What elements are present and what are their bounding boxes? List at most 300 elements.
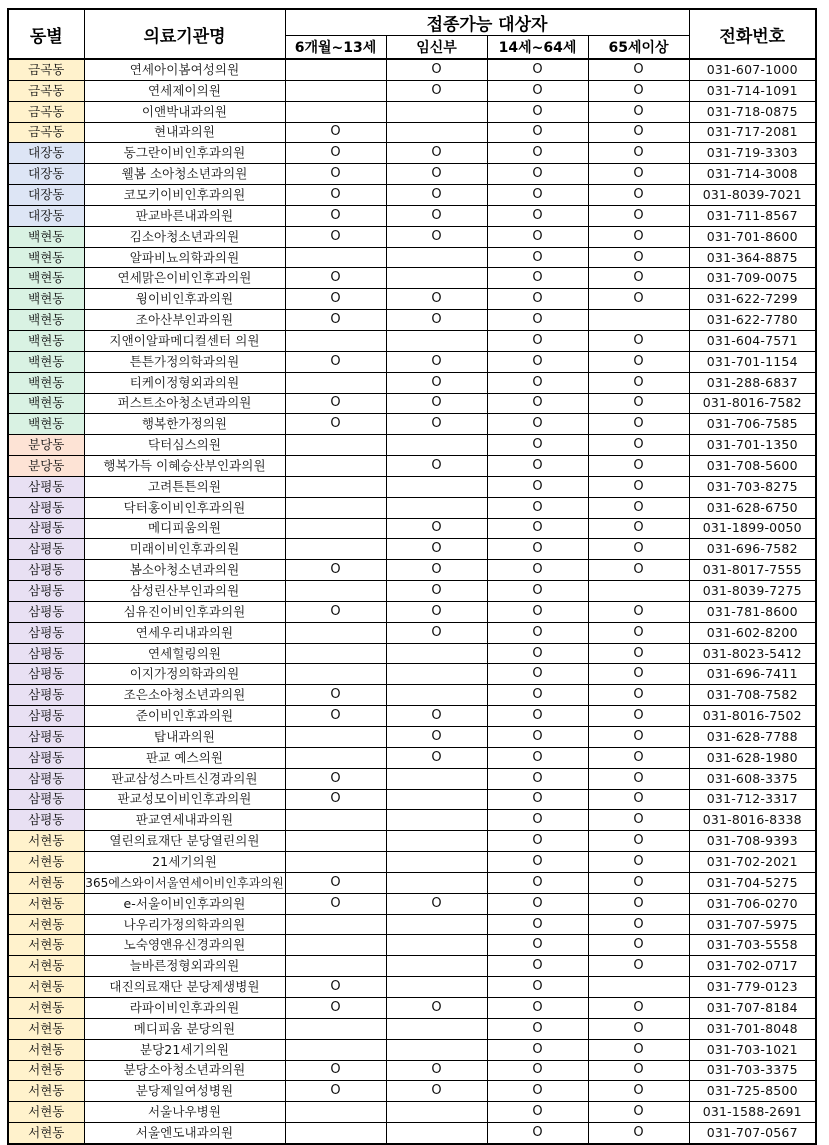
pregnant-cell: O (386, 581, 487, 602)
clinic-name-cell: 튼튼가정의학과의원 (84, 351, 285, 372)
dong-cell: 서현동 (8, 852, 84, 873)
table-row (8, 456, 816, 477)
phone-cell: 031-701-8600 (689, 226, 816, 247)
clinic-name-cell: 판교삼성스마트신경과의원 (84, 768, 285, 789)
age-65-plus-cell: O (588, 414, 689, 435)
age-14-64-cell: O (487, 330, 588, 351)
age-6m-13-cell: O (285, 1060, 386, 1081)
dong-cell: 백현동 (8, 414, 84, 435)
age-14-64-cell: O (487, 872, 588, 893)
pregnant-cell (386, 789, 487, 810)
age-6m-13-cell (285, 1039, 386, 1060)
age-6m-13-cell: O (285, 226, 386, 247)
age-14-64-cell: O (487, 539, 588, 560)
age-14-64-cell: O (487, 143, 588, 164)
age-14-64-cell: O (487, 706, 588, 727)
dong-cell: 백현동 (8, 351, 84, 372)
age-6m-13-cell (285, 1018, 386, 1039)
table-row (8, 226, 816, 247)
pregnant-cell (386, 643, 487, 664)
age-6m-13-cell (285, 852, 386, 873)
clinic-name-cell: 분당21세기의원 (84, 1039, 285, 1060)
age-14-64-cell: O (487, 1102, 588, 1123)
clinic-name-cell: 퍼스트소아청소년과의원 (84, 393, 285, 414)
dong-cell: 서현동 (8, 935, 84, 956)
clinic-name-cell: 나우리가정의학과의원 (84, 914, 285, 935)
dong-cell: 서현동 (8, 914, 84, 935)
dong-cell: 삼평동 (8, 497, 84, 518)
header-age-65-plus: 65세이상 (588, 36, 689, 60)
age-6m-13-cell: O (285, 789, 386, 810)
phone-cell: 031-696-7411 (689, 664, 816, 685)
clinic-table (7, 8, 817, 1145)
clinic-name-cell: 봄소아청소년과의원 (84, 560, 285, 581)
table-row (8, 330, 816, 351)
table-row (8, 289, 816, 310)
clinic-name-cell: 라파이비인후과의원 (84, 997, 285, 1018)
age-14-64-cell: O (487, 956, 588, 977)
age-6m-13-cell (285, 518, 386, 539)
dong-cell: 대장동 (8, 205, 84, 226)
age-65-plus-cell: O (588, 205, 689, 226)
age-65-plus-cell: O (588, 1018, 689, 1039)
age-14-64-cell: O (487, 1039, 588, 1060)
age-65-plus-cell: O (588, 643, 689, 664)
table-row (8, 685, 816, 706)
phone-cell: 031-628-1980 (689, 747, 816, 768)
pregnant-cell: O (386, 518, 487, 539)
table-row (8, 768, 816, 789)
clinic-name-cell: 고려튼튼의원 (84, 476, 285, 497)
header-pregnant: 임신부 (386, 36, 487, 60)
phone-cell: 031-696-7582 (689, 539, 816, 560)
pregnant-cell (386, 768, 487, 789)
phone-cell: 031-8016-7502 (689, 706, 816, 727)
pregnant-cell (386, 1123, 487, 1144)
phone-cell: 031-703-8275 (689, 476, 816, 497)
age-65-plus-cell: O (588, 247, 689, 268)
age-65-plus-cell (588, 581, 689, 602)
clinic-name-cell: 지앤이알파메디컬센터 의원 (84, 330, 285, 351)
age-6m-13-cell: O (285, 351, 386, 372)
clinic-name-cell: 심유진이비인후과의원 (84, 601, 285, 622)
table-row (8, 351, 816, 372)
age-65-plus-cell: O (588, 101, 689, 122)
dong-cell: 삼평동 (8, 581, 84, 602)
age-65-plus-cell: O (588, 893, 689, 914)
pregnant-cell (386, 810, 487, 831)
phone-cell: 031-1899-0050 (689, 518, 816, 539)
clinic-name-cell: 김소아청소년과의원 (84, 226, 285, 247)
table-row (8, 872, 816, 893)
phone-cell: 031-703-3375 (689, 1060, 816, 1081)
age-6m-13-cell: O (285, 205, 386, 226)
pregnant-cell (386, 435, 487, 456)
clinic-name-cell: 탑내과의원 (84, 727, 285, 748)
age-14-64-cell: O (487, 789, 588, 810)
dong-cell: 금곡동 (8, 80, 84, 101)
pregnant-cell: O (386, 706, 487, 727)
clinic-name-cell: 행복가득 이혜승산부인과의원 (84, 456, 285, 477)
age-6m-13-cell: O (285, 1081, 386, 1102)
pregnant-cell: O (386, 393, 487, 414)
clinic-name-cell: 코모키이비인후과의원 (84, 185, 285, 206)
phone-cell: 031-708-5600 (689, 456, 816, 477)
age-6m-13-cell: O (285, 164, 386, 185)
phone-cell: 031-707-8184 (689, 997, 816, 1018)
age-14-64-cell: O (487, 768, 588, 789)
pregnant-cell (386, 935, 487, 956)
table-row (8, 1123, 816, 1144)
pregnant-cell: O (386, 289, 487, 310)
clinic-name-cell: 열린의료재단 분당열린의원 (84, 831, 285, 852)
table-row (8, 893, 816, 914)
age-14-64-cell: O (487, 247, 588, 268)
table-row (8, 268, 816, 289)
phone-cell: 031-8039-7021 (689, 185, 816, 206)
age-65-plus-cell: O (588, 226, 689, 247)
phone-cell: 031-707-5975 (689, 914, 816, 935)
pregnant-cell: O (386, 185, 487, 206)
pregnant-cell (386, 247, 487, 268)
age-6m-13-cell: O (285, 414, 386, 435)
phone-cell: 031-714-3008 (689, 164, 816, 185)
age-6m-13-cell: O (285, 601, 386, 622)
pregnant-cell: O (386, 893, 487, 914)
phone-cell: 031-701-1350 (689, 435, 816, 456)
clinic-name-cell: 준이비인후과의원 (84, 706, 285, 727)
dong-cell: 서현동 (8, 893, 84, 914)
pregnant-cell (386, 476, 487, 497)
age-6m-13-cell: O (285, 310, 386, 331)
dong-cell: 삼평동 (8, 643, 84, 664)
age-6m-13-cell: O (285, 122, 386, 143)
age-14-64-cell: O (487, 393, 588, 414)
phone-cell: 031-717-2081 (689, 122, 816, 143)
pregnant-cell: O (386, 414, 487, 435)
table-row (8, 747, 816, 768)
pregnant-cell: O (386, 727, 487, 748)
clinic-name-cell: 이지가정의학과의원 (84, 664, 285, 685)
phone-cell: 031-701-8048 (689, 1018, 816, 1039)
age-14-64-cell: O (487, 831, 588, 852)
dong-cell: 삼평동 (8, 622, 84, 643)
age-6m-13-cell: O (285, 893, 386, 914)
dong-cell: 삼평동 (8, 768, 84, 789)
phone-cell: 031-8023-5412 (689, 643, 816, 664)
age-14-64-cell: O (487, 622, 588, 643)
age-65-plus-cell: O (588, 747, 689, 768)
clinic-name-cell: 메디피움의원 (84, 518, 285, 539)
clinic-name-cell: 이앤박내과의원 (84, 101, 285, 122)
pregnant-cell (386, 664, 487, 685)
age-65-plus-cell: O (588, 997, 689, 1018)
pregnant-cell (386, 914, 487, 935)
age-65-plus-cell: O (588, 393, 689, 414)
age-6m-13-cell: O (285, 977, 386, 998)
clinic-name-cell: 판교연세내과의원 (84, 810, 285, 831)
table-row (8, 560, 816, 581)
age-6m-13-cell: O (285, 393, 386, 414)
pregnant-cell (386, 977, 487, 998)
age-65-plus-cell: O (588, 372, 689, 393)
header-dong: 동별 (8, 9, 84, 59)
age-14-64-cell: O (487, 185, 588, 206)
clinic-name-cell: 닥터홍이비인후과의원 (84, 497, 285, 518)
age-14-64-cell: O (487, 456, 588, 477)
clinic-name-cell: 21세기의원 (84, 852, 285, 873)
phone-cell: 031-364-8875 (689, 247, 816, 268)
phone-cell: 031-781-8600 (689, 601, 816, 622)
age-6m-13-cell: O (285, 872, 386, 893)
clinic-name-cell: 분당제일여성병원 (84, 1081, 285, 1102)
phone-cell: 031-702-2021 (689, 852, 816, 873)
age-65-plus-cell: O (588, 789, 689, 810)
age-6m-13-cell (285, 247, 386, 268)
pregnant-cell: O (386, 560, 487, 581)
pregnant-cell: O (386, 1060, 487, 1081)
clinic-name-cell: 웰봄 소아청소년과의원 (84, 164, 285, 185)
age-14-64-cell: O (487, 518, 588, 539)
age-65-plus-cell: O (588, 810, 689, 831)
pregnant-cell (386, 330, 487, 351)
age-14-64-cell: O (487, 435, 588, 456)
clinic-name-cell: 동그란이비인후과의원 (84, 143, 285, 164)
age-14-64-cell: O (487, 59, 588, 80)
header-age-6m-13: 6개월~13세 (285, 36, 386, 60)
dong-cell: 백현동 (8, 372, 84, 393)
age-65-plus-cell: O (588, 80, 689, 101)
table-row (8, 1018, 816, 1039)
clinic-name-cell: 연세우리내과의원 (84, 622, 285, 643)
phone-cell: 031-719-3303 (689, 143, 816, 164)
phone-cell: 031-704-5275 (689, 872, 816, 893)
pregnant-cell (386, 1102, 487, 1123)
dong-cell: 백현동 (8, 268, 84, 289)
age-6m-13-cell (285, 747, 386, 768)
phone-cell: 031-622-7780 (689, 310, 816, 331)
pregnant-cell (386, 1039, 487, 1060)
age-14-64-cell: O (487, 310, 588, 331)
table-row (8, 539, 816, 560)
clinic-name-cell: 분당소아청소년과의원 (84, 1060, 285, 1081)
clinic-name-cell: 365에스와이서울연세이비인후과의원 (84, 872, 285, 893)
age-6m-13-cell (285, 80, 386, 101)
pregnant-cell (386, 1018, 487, 1039)
pregnant-cell (386, 268, 487, 289)
phone-cell: 031-779-0123 (689, 977, 816, 998)
dong-cell: 백현동 (8, 330, 84, 351)
age-14-64-cell: O (487, 414, 588, 435)
age-65-plus-cell: O (588, 351, 689, 372)
clinic-name-cell: 알파비뇨의학과의원 (84, 247, 285, 268)
vaccination-clinic-table (7, 8, 817, 1145)
table-row (8, 59, 816, 80)
phone-cell: 031-622-7299 (689, 289, 816, 310)
pregnant-cell (386, 122, 487, 143)
age-14-64-cell: O (487, 893, 588, 914)
clinic-name-cell: 윙이비인후과의원 (84, 289, 285, 310)
age-6m-13-cell: O (285, 997, 386, 1018)
age-65-plus-cell: O (588, 601, 689, 622)
age-6m-13-cell: O (285, 143, 386, 164)
clinic-name-cell: 행복한가정의원 (84, 414, 285, 435)
table-row (8, 310, 816, 331)
age-65-plus-cell: O (588, 476, 689, 497)
dong-cell: 서현동 (8, 997, 84, 1018)
phone-cell: 031-703-1021 (689, 1039, 816, 1060)
clinic-name-cell: 노숙영앤유신경과의원 (84, 935, 285, 956)
pregnant-cell: O (386, 372, 487, 393)
age-6m-13-cell (285, 956, 386, 977)
table-row (8, 143, 816, 164)
table-row (8, 518, 816, 539)
phone-cell: 031-1588-2691 (689, 1102, 816, 1123)
age-6m-13-cell: O (285, 706, 386, 727)
pregnant-cell: O (386, 539, 487, 560)
pregnant-cell: O (386, 59, 487, 80)
age-14-64-cell: O (487, 1081, 588, 1102)
age-6m-13-cell (285, 330, 386, 351)
clinic-name-cell: 늘바른정형외과의원 (84, 956, 285, 977)
age-65-plus-cell: O (588, 935, 689, 956)
pregnant-cell: O (386, 456, 487, 477)
age-6m-13-cell (285, 935, 386, 956)
phone-cell: 031-8039-7275 (689, 581, 816, 602)
dong-cell: 서현동 (8, 1039, 84, 1060)
age-14-64-cell: O (487, 1018, 588, 1039)
age-6m-13-cell: O (285, 185, 386, 206)
pregnant-cell: O (386, 351, 487, 372)
dong-cell: 백현동 (8, 310, 84, 331)
age-14-64-cell: O (487, 80, 588, 101)
age-6m-13-cell (285, 810, 386, 831)
phone-cell: 031-725-8500 (689, 1081, 816, 1102)
dong-cell: 삼평동 (8, 476, 84, 497)
age-65-plus-cell: O (588, 727, 689, 748)
table-row (8, 852, 816, 873)
dong-cell: 삼평동 (8, 539, 84, 560)
table-row (8, 914, 816, 935)
age-6m-13-cell (285, 435, 386, 456)
phone-cell: 031-714-1091 (689, 80, 816, 101)
age-6m-13-cell: O (285, 289, 386, 310)
age-6m-13-cell (285, 59, 386, 80)
pregnant-cell (386, 852, 487, 873)
table-row (8, 581, 816, 602)
pregnant-cell: O (386, 205, 487, 226)
pregnant-cell: O (386, 226, 487, 247)
age-6m-13-cell (285, 581, 386, 602)
age-65-plus-cell: O (588, 497, 689, 518)
clinic-rows (8, 59, 816, 1144)
age-14-64-cell: O (487, 664, 588, 685)
age-6m-13-cell: O (285, 268, 386, 289)
age-14-64-cell: O (487, 601, 588, 622)
age-65-plus-cell: O (588, 706, 689, 727)
table-row (8, 497, 816, 518)
age-14-64-cell: O (487, 727, 588, 748)
age-14-64-cell: O (487, 497, 588, 518)
age-65-plus-cell: O (588, 622, 689, 643)
dong-cell: 서현동 (8, 831, 84, 852)
dong-cell: 삼평동 (8, 518, 84, 539)
age-6m-13-cell (285, 1123, 386, 1144)
age-6m-13-cell (285, 497, 386, 518)
table-row (8, 414, 816, 435)
clinic-name-cell: 삼성린산부인과의원 (84, 581, 285, 602)
age-65-plus-cell (588, 310, 689, 331)
age-14-64-cell: O (487, 101, 588, 122)
table-row (8, 622, 816, 643)
phone-cell: 031-701-1154 (689, 351, 816, 372)
age-65-plus-cell: O (588, 518, 689, 539)
pregnant-cell: O (386, 164, 487, 185)
phone-cell: 031-711-8567 (689, 205, 816, 226)
age-65-plus-cell: O (588, 872, 689, 893)
age-65-plus-cell: O (588, 664, 689, 685)
age-65-plus-cell: O (588, 560, 689, 581)
pregnant-cell (386, 497, 487, 518)
phone-cell: 031-706-7585 (689, 414, 816, 435)
age-14-64-cell: O (487, 914, 588, 935)
pregnant-cell (386, 956, 487, 977)
pregnant-cell: O (386, 1081, 487, 1102)
dong-cell: 분당동 (8, 435, 84, 456)
dong-cell: 서현동 (8, 956, 84, 977)
phone-cell: 031-8017-7555 (689, 560, 816, 581)
age-14-64-cell: O (487, 560, 588, 581)
clinic-name-cell: e-서울이비인후과의원 (84, 893, 285, 914)
dong-cell: 서현동 (8, 1102, 84, 1123)
age-14-64-cell: O (487, 164, 588, 185)
phone-cell: 031-628-6750 (689, 497, 816, 518)
age-14-64-cell: O (487, 1123, 588, 1144)
dong-cell: 서현동 (8, 1060, 84, 1081)
phone-cell: 031-8016-7582 (689, 393, 816, 414)
age-65-plus-cell: O (588, 956, 689, 977)
age-65-plus-cell: O (588, 330, 689, 351)
dong-cell: 서현동 (8, 1081, 84, 1102)
dong-cell: 삼평동 (8, 810, 84, 831)
dong-cell: 백현동 (8, 289, 84, 310)
age-6m-13-cell: O (285, 768, 386, 789)
clinic-name-cell: 연세맑은이비인후과의원 (84, 268, 285, 289)
pregnant-cell: O (386, 997, 487, 1018)
dong-cell: 분당동 (8, 456, 84, 477)
age-65-plus-cell: O (588, 185, 689, 206)
age-14-64-cell: O (487, 268, 588, 289)
age-6m-13-cell (285, 539, 386, 560)
clinic-name-cell: 조은소아청소년과의원 (84, 685, 285, 706)
dong-cell: 백현동 (8, 393, 84, 414)
age-14-64-cell: O (487, 685, 588, 706)
header-eligible-group: 접종가능 대상자 (285, 9, 689, 36)
table-row (8, 664, 816, 685)
pregnant-cell (386, 872, 487, 893)
age-6m-13-cell (285, 831, 386, 852)
clinic-name-cell: 연세힐링의원 (84, 643, 285, 664)
age-14-64-cell: O (487, 476, 588, 497)
dong-cell: 서현동 (8, 1018, 84, 1039)
table-row (8, 956, 816, 977)
age-6m-13-cell (285, 914, 386, 935)
age-65-plus-cell: O (588, 831, 689, 852)
table-row (8, 706, 816, 727)
age-6m-13-cell (285, 622, 386, 643)
table-row (8, 601, 816, 622)
age-6m-13-cell (285, 664, 386, 685)
